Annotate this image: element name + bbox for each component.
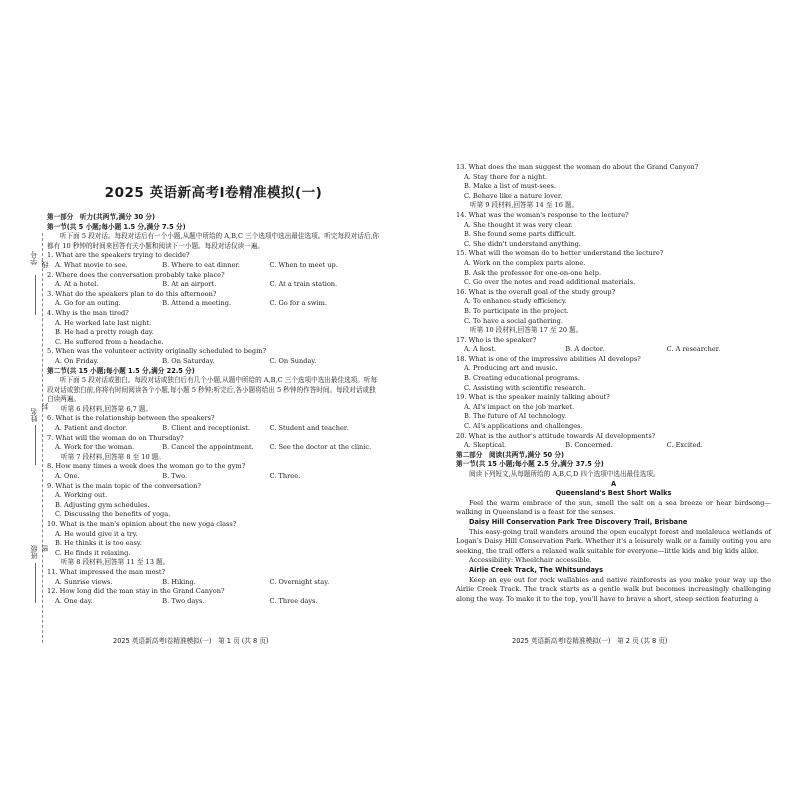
question-8: 8. How many times a week does the woman go to the gym? [47, 462, 246, 471]
question-1: 1. What are the speakers trying to decide? [47, 251, 190, 260]
question-16-option-b: B. To participate in the project. [464, 306, 569, 315]
option-b: B. Cancel the appointment. [162, 443, 254, 452]
question-19-option-b: B. The future of AI technology. [464, 412, 567, 421]
student-id-blank [35, 275, 36, 315]
note-passage-9: 听第 9 段材料,回答第 14 至 16 题。 [470, 201, 579, 210]
question-20: 20. What is the author's attitude towards AI developments? [456, 431, 656, 440]
question-2: 2. Where does the conversation probably take place? [47, 270, 225, 279]
option-c: C. Three days. [269, 596, 318, 605]
passage-subheading-1: Daisy Hill Conservation Park Tree Discovery Trail, Brisbane [469, 517, 688, 526]
class-blank [35, 563, 36, 603]
option-c: C. Three. [269, 472, 301, 481]
option-b: B. Two days. [162, 596, 205, 605]
exam-sheet [30, 163, 770, 646]
page-footer-2: 2025 英语新高考Ⅰ卷精准模拟(一) 第 2 页 (共 8 页) [512, 637, 668, 645]
option-c: C. When to meet up. [269, 260, 338, 269]
option-c: C. Excited. [666, 441, 703, 450]
question-15: 15. What will the woman do to better understand the lecture? [456, 249, 664, 258]
question-4-option-c: C. He suffered from a headache. [55, 337, 164, 346]
question-4-option-a: A. He worked late last night. [55, 318, 152, 327]
question-18: 18. What is one of the impressive abilities AI develops? [456, 354, 641, 363]
question-16-option-a: A. To enhance study efficiency. [464, 297, 567, 306]
question-4: 4. Why is the man tired? [47, 308, 129, 317]
question-18-option-c: C. Assisting with scientific research. [464, 383, 586, 392]
question-11-options [47, 578, 380, 588]
passage-subheading-2: Airlie Creek Track, The Whitsundays [469, 565, 604, 574]
note-passage-8: 听第 8 段材料,回答第 11 至 13 题。 [61, 558, 170, 567]
passage-title: Queensland's Best Short Walks [555, 489, 672, 498]
question-18-option-a: A. Producing art and music. [464, 364, 558, 373]
left-page [47, 163, 380, 606]
question-12-options [47, 597, 380, 607]
option-a: A. Patient and doctor. [55, 424, 128, 433]
question-13-option-a: A. Stay there for a night. [464, 172, 548, 181]
passage-paragraph-3: Keep an eye out for rock wallabies and native rainforests as you make your way up the Airlie Creek Track. The track starts as a gentle walk but becomes increasingly challenging along the way. To make it to the top, you'll have to brave a short, steep section featuring a [456, 575, 771, 603]
sec1-instructions: 听下面 5 段对话。每段对话后有一个小题,从题中所给的 A,B,C 三个选项中选出最佳选项。听完每段对话后,你都有 10 秒钟的时间来回答有关小题和阅读下一小题。每段对话仅读一遍。 [47, 232, 380, 250]
name-blank [35, 425, 36, 465]
question-9-option-c: C. Discussing the benefits of yoga. [55, 510, 171, 519]
option-c: C. Go for a swim. [269, 299, 328, 308]
question-16: 16. What is the overall goal of the study group? [456, 287, 616, 296]
question-4-option-b: B. He had a pretty rough day. [55, 328, 154, 337]
option-a: A. At a hotel. [55, 280, 99, 289]
option-c: C. On Sunday. [269, 356, 317, 365]
option-a: A. What movie to see. [55, 260, 128, 269]
question-8-options [47, 472, 380, 482]
question-3-options [47, 299, 380, 309]
question-14: 14. What was the woman's response to the lecture? [456, 210, 629, 219]
option-a: A. Skeptical. [464, 441, 507, 450]
sec1-heading: 第一节(共 5 小题;每小题 1.5 分,满分 7.5 分) [47, 222, 186, 231]
question-9-option-b: B. Adjusting gym schedules. [55, 500, 150, 509]
note-passage-10: 听第 10 段材料,回答第 17 至 20 题。 [470, 326, 583, 335]
question-18-option-b: B. Creating educational programs. [464, 374, 580, 383]
option-b: B. Concerned. [565, 441, 613, 450]
passage-letter: A [610, 479, 617, 488]
option-c: C. At a train station. [269, 280, 338, 289]
question-13: 13. What does the man suggest the woman do about the Grand Canyon? [456, 163, 699, 171]
side-label-seal: 封 [41, 403, 49, 410]
option-b: B. Attend a meeting. [162, 299, 232, 308]
side-label-student-id: 学号 [30, 251, 38, 265]
option-a: A. Work for the woman. [55, 443, 135, 452]
question-10: 10. What is the man's opinion about the new yoga class? [47, 520, 237, 528]
question-17-options [456, 345, 771, 355]
question-9-option-a: A. Working out. [55, 491, 108, 500]
part2-heading: 第二部分 阅读(共两节,满分 50 分) [456, 450, 565, 459]
question-16-option-c: C. To have a social gathering. [464, 316, 563, 325]
passage-paragraph-1: Feel the warm embrace of the sun, smell the salt on a sea breeze or hear birdsong—walking in Queensland is a feast for the senses. [456, 498, 771, 517]
option-b: B. On Saturday. [162, 356, 215, 365]
question-13-option-c: C. Behave like a nature lover. [464, 191, 563, 200]
question-7-options [47, 443, 380, 453]
option-b: B. Two. [162, 472, 188, 481]
option-a: A. Sunrise views. [55, 577, 113, 586]
question-19: 19. What is the speaker mainly talking about? [456, 393, 610, 402]
question-6: 6. What is the relationship between the speakers? [47, 414, 215, 423]
side-label-class: 班级 [30, 545, 38, 559]
question-19-option-c: C. AI's applications and challenges. [464, 422, 583, 431]
side-label-name: 姓名 [30, 408, 38, 422]
sec2-instructions: 听下面 5 段对话或独白。每段对话或独白后有几个小题,从题中所给的 A,B,C 三个选项中选出最佳选项。听每段对话或独白前,你将有时间阅读各个小题,每小题 5 秒钟;听完后,各小题将给出 5 秒钟的作答时间。每段对话或独白读两遍。 [47, 376, 378, 404]
option-c: C. Student and teacher. [269, 424, 349, 433]
note-passage-6: 听第 6 段材料,回答第 6,7 题。 [61, 404, 153, 413]
option-a: A. One day. [55, 596, 93, 605]
binding-dashed-line [42, 233, 43, 643]
side-label-secret: 密 [41, 545, 49, 552]
option-b: B. Hiking. [162, 577, 196, 586]
question-2-options [47, 280, 380, 290]
question-17: 17. Who is the speaker? [456, 335, 537, 344]
question-14-option-b: B. She found some parts difficult. [464, 230, 576, 239]
note-passage-7: 听第 7 段材料,回答第 8 至 10 题。 [61, 452, 165, 461]
option-c: C. A researcher. [666, 345, 721, 354]
option-c: C. See the doctor at the clinic. [269, 443, 372, 452]
question-6-options [47, 424, 380, 434]
question-11: 11. What impressed the man most? [47, 567, 166, 576]
question-15-option-a: A. Work on the complex parts alone. [464, 258, 586, 267]
question-13-option-b: B. Make a list of must-sees. [464, 182, 557, 191]
option-b: B. A doctor. [565, 345, 605, 354]
side-label-line: 线 [41, 261, 49, 268]
question-19-option-a: A. AI's impact on the job market. [464, 402, 575, 411]
question-1-options [47, 261, 380, 271]
page-footer-1: 2025 英语新高考Ⅰ卷精准模拟(一) 第 1 页 (共 8 页) [113, 637, 269, 645]
binding-margin [30, 163, 49, 646]
question-3: 3. What do the speakers plan to do this afternoon? [47, 289, 217, 298]
option-b: B. Client and receptionist. [162, 424, 251, 433]
question-5-options [47, 357, 380, 367]
option-a: A. One. [55, 472, 80, 481]
passage-paragraph-2: This easy-going trail wanders around the open eucalypt forest and melaleuca wetlands of Logan's Daisy Hill Conservation Park. Whether it's a leisurely walk or a family outing you are seeking, the trail offers a relaxed walk suitable for everyone—little kids and big kids alike. [456, 527, 771, 555]
right-page [456, 163, 771, 604]
question-15-option-c: C. Go over the notes and read additional materials. [464, 278, 636, 287]
question-10-option-c: C. He finds it relaxing. [55, 548, 131, 557]
passage-accessibility: Accessibility: Wheelchair accessible. [469, 556, 592, 565]
question-20-options [456, 441, 771, 451]
question-14-option-c: C. She didn't understand anything. [464, 239, 581, 248]
question-5: 5. When was the volunteer activity originally scheduled to begin? [47, 347, 267, 356]
question-9: 9. What is the main topic of the conversation? [47, 481, 201, 490]
option-b: B. Where to eat dinner. [162, 260, 240, 269]
option-b: B. At an airport. [162, 280, 217, 289]
question-10-option-b: B. He thinks it is too easy. [55, 539, 142, 548]
reading-sec1-instructions: 阅读下列短文,从每题所给的 A,B,C,D 四个选项中选出最佳选项。 [469, 470, 660, 478]
option-a: A. On Friday. [55, 356, 99, 365]
part1-heading: 第一部分 听力(共两节,满分 30 分) [47, 213, 156, 221]
question-10-option-a: A. He would give it a try. [55, 529, 138, 538]
question-12: 12. How long did the man stay in the Grand Canyon? [47, 587, 225, 596]
exam-title: 2025 英语新高考Ⅰ卷精准模拟(一) [104, 185, 323, 201]
question-15-option-b: B. Ask the professor for one-on-one help. [464, 268, 602, 277]
option-c: C. Overnight stay. [269, 577, 330, 586]
sec2-heading: 第二节(共 15 小题;每小题 1.5 分,满分 22.5 分) [47, 366, 195, 375]
option-a: A. Go for an outing. [55, 299, 121, 308]
option-a: A. A host. [464, 345, 497, 354]
reading-sec1-heading: 第一节(共 15 小题;每小题 2.5 分,满分 37.5 分) [456, 460, 604, 469]
question-14-option-a: A. She thought it was very clear. [464, 220, 573, 229]
question-7: 7. What will the woman do on Thursday? [47, 433, 184, 442]
